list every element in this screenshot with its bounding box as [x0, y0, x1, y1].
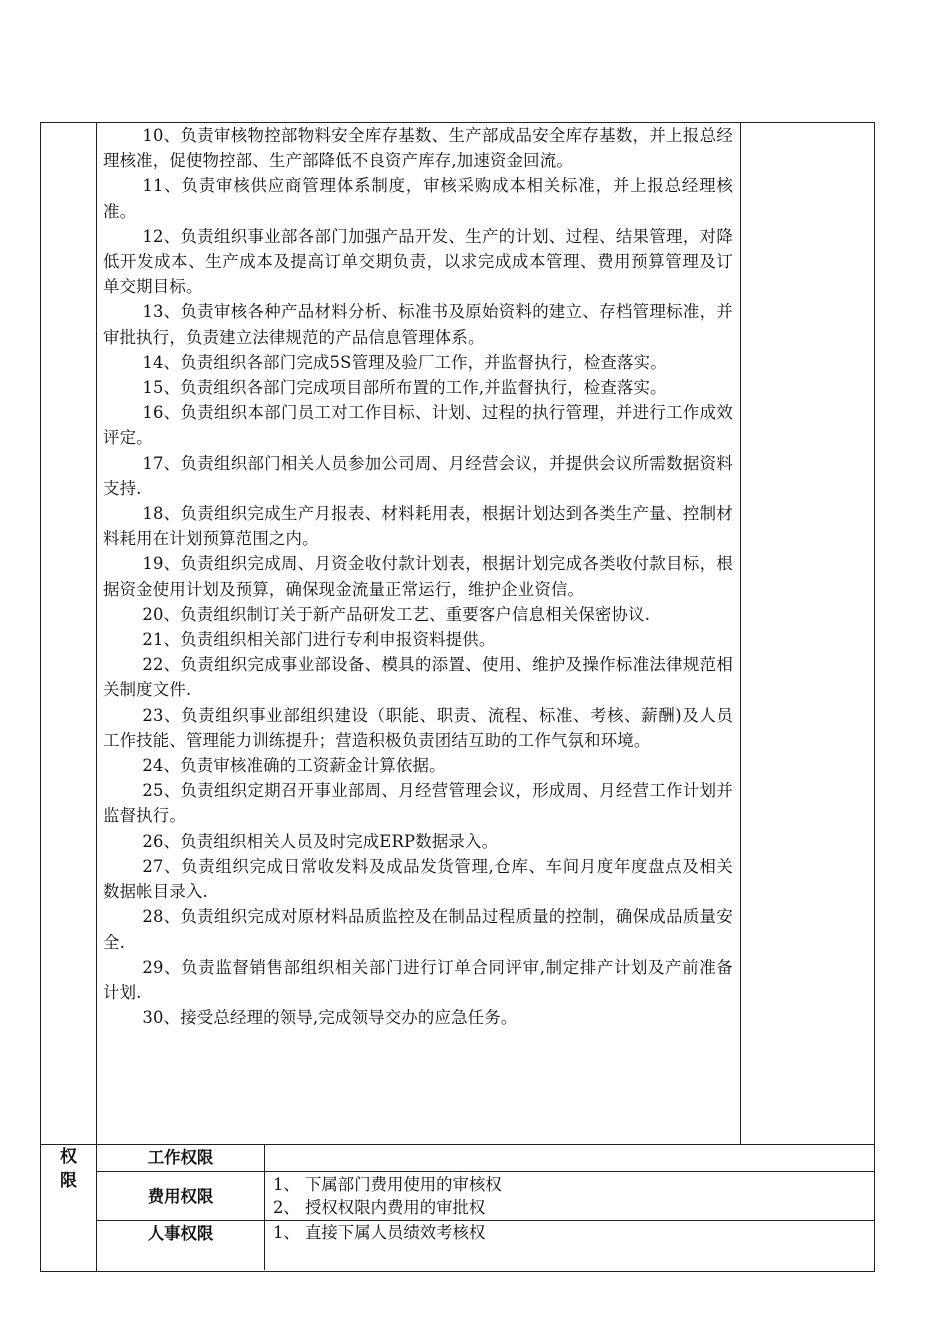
authority-char-2: 限	[60, 1171, 77, 1191]
expense-authority-item: 1、 下属部门费用使用的审核权	[273, 1175, 502, 1194]
duty-item: 11、负责审核供应商管理体系制度，审核采购成本相关标准，并上报总经理核准。	[103, 176, 733, 221]
duty-item: 16、负责组织本部门员工对工作目标、计划、过程的执行管理，并进行工作成效评定。	[103, 403, 733, 448]
duty-item: 20、负责组织制订关于新产品研发工艺、重要客户信息相关保密协议.	[142, 604, 651, 624]
authority-section	[40, 1144, 875, 1272]
duty-item: 24、负责审核准确的工资薪金计算依据。	[142, 756, 446, 776]
personnel-authority-row	[97, 1221, 874, 1270]
authority-char-1: 权	[60, 1147, 77, 1167]
duty-item: 23、负责组织事业部组织建设（职能、职责、流程、标准、考核、薪酬)及人员工作技能、管理能力训练提升；营造积极负责团结互助的工作气氛和环境。	[103, 705, 733, 750]
expense-authority-row	[97, 1172, 874, 1221]
duty-item: 25、负责组织定期召开事业部周、月经营管理会议，形成周、月经营工作计划并监督执行。	[103, 781, 733, 826]
authority-section-label	[41, 1145, 97, 1271]
duty-item: 17、负责组织部门相关人员参加公司周、月经营会议，并提供会议所需数据资料支持.	[103, 453, 733, 498]
duties-label-cell	[41, 123, 97, 1144]
duty-item: 26、负责组织相关人员及时完成ERP数据录入。	[142, 831, 499, 851]
expense-authority-value	[265, 1172, 874, 1221]
duty-item: 10、负责审核物控部物料安全库存基数、生产部成品安全库存基数，并上报总经理核准，促使物控部、生产部降低不良资产库存,加速资金回流。	[103, 126, 733, 171]
duty-item: 18、负责组织完成生产月报表、材料耗用表，根据计划达到各类生产量、控制材料耗用在计划预算范围之内。	[103, 504, 733, 549]
personnel-authority-label: 人事权限	[97, 1221, 265, 1270]
duties-row	[40, 122, 875, 1144]
duty-item: 30、接受总经理的领导,完成领导交办的应急任务。	[142, 1008, 518, 1028]
duty-item: 15、负责组织各部门完成项目部所布置的工作,并监督执行，检查落实。	[142, 378, 667, 398]
duty-item: 12、负责组织事业部各部门加强产品开发、生产的计划、过程、结果管理，对降低开发成本、生产成本及提高订单交期负责，以求完成成本管理、费用预算管理及订单交期目标。	[103, 226, 733, 297]
duty-item: 22、负责组织完成事业部设备、模具的添置、使用、维护及操作标准法律规范相关制度文件.	[103, 655, 733, 700]
job-description-table	[40, 122, 875, 1272]
duty-item: 13、负责审核各种产品材料分析、标准书及原始资料的建立、存档管理标准，并审批执行，负责建立法律规范的产品信息管理体系。	[103, 302, 733, 347]
duty-item: 21、负责组织相关部门进行专利申报资料提供。	[142, 630, 496, 650]
personnel-authority-value	[265, 1221, 874, 1270]
duty-item: 28、负责组织完成对原材料品质监控及在制品过程质量的控制，确保成品质量安全.	[103, 907, 733, 952]
work-authority-value	[265, 1145, 874, 1171]
expense-authority-label: 费用权限	[97, 1172, 265, 1220]
duty-item: 29、负责监督销售部组织相关部门进行订单合同评审,制定排产计划及产前准备计划.	[103, 957, 733, 1002]
personnel-authority-item: 1、 直接下属人员绩效考核权	[273, 1223, 486, 1242]
duties-content-cell	[103, 123, 733, 1030]
work-authority-label: 工作权限	[97, 1145, 265, 1171]
expense-authority-item: 2、 授权权限内费用的审批权	[273, 1198, 486, 1217]
work-authority-row	[97, 1145, 874, 1172]
duty-item: 27、负责组织完成日常收发料及成品发货管理,仓库、车间月度年度盘点及相关数据帐目录入.	[103, 856, 733, 902]
duties-notes-cell	[740, 123, 874, 1144]
duty-item: 14、负责组织各部门完成5S管理及验厂工作，并监督执行，检查落实。	[142, 352, 667, 372]
duty-item: 19、负责组织完成周、月资金收付款计划表，根据计划完成各类收付款目标，根据资金使用计划及预算，确保现金流量正常运行，维护企业资信。	[103, 554, 733, 599]
